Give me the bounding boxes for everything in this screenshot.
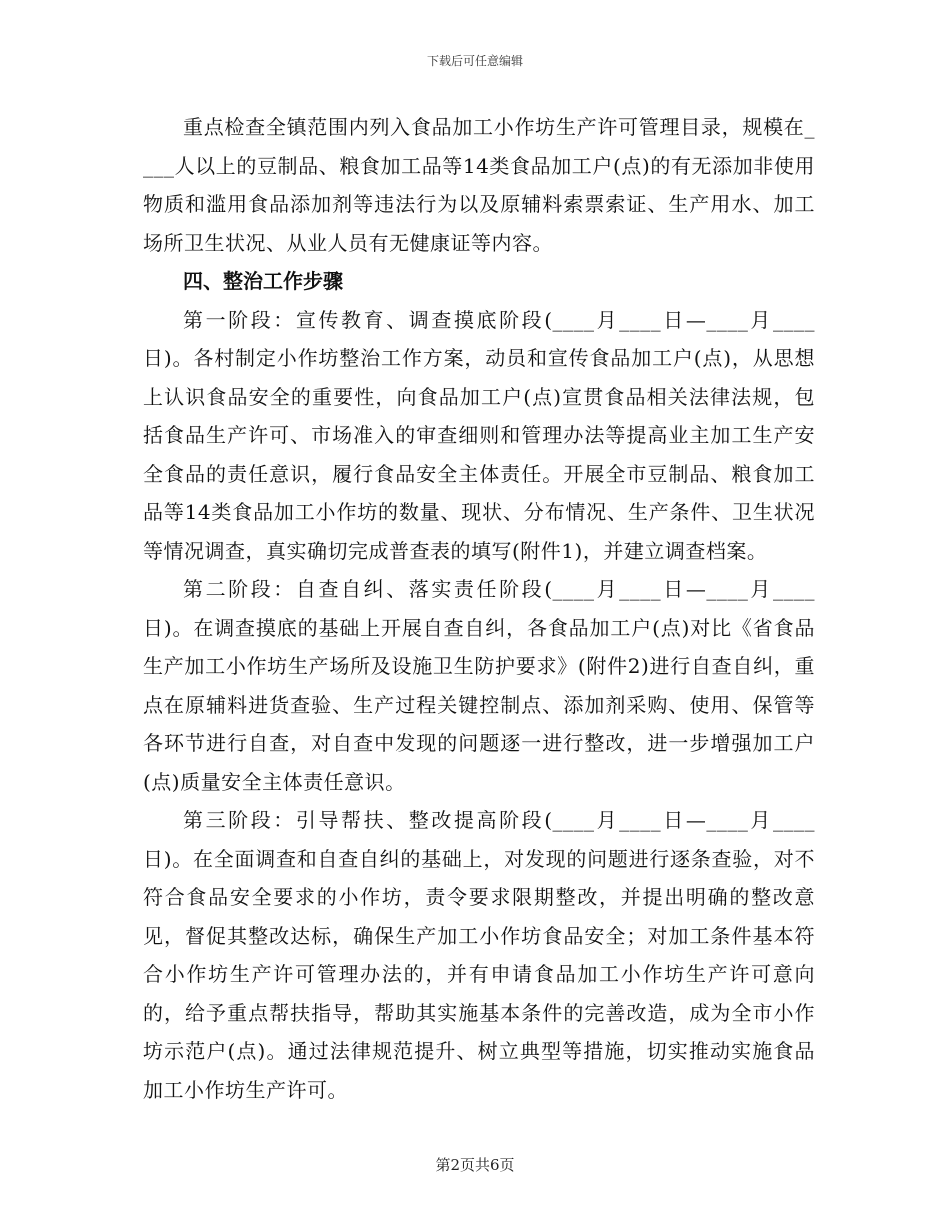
page-header-note: 下载后可任意编辑 [426,54,523,68]
page-number: 第2页共6页 [435,1156,515,1174]
document-body [143,108,815,1109]
paragraph-stage-3: 第三阶段：引导帮扶、整改提高阶段(____月____日—____月____日)。在全面调查和自查自纠的基础上，对发现的问题进行逐条查验，对不符合食品安全要求的小作坊，责令要求限期整改，并提出明确的整改意见，督促其整改达标，确保生产加工小作坊食品安全；对加工条件基本符合小作坊生产许可管理办法的，并有申请食品加工小作坊生产许可意向的，给予重点帮扶指导，帮助其实施基本条件的完善改造，成为全市小作坊示范户(点)。通过法律规范提升、树立典型等措施，切实推动实施食品加工小作坊生产许可。 [143,808,815,1102]
paragraph-stage-2: 第二阶段：自查自纠、落实责任阶段(____月____日—____月____日)。在调查摸底的基础上开展自查自纠，各食品加工户(点)对比《省食品生产加工小作坊生产场所及设施卫生防护要求》(附件2)进行自查自纠，重点在原辅料进货查验、生产过程关键控制点、添加剂采购、使用、保管等各环节进行自查，对自查中发现的问题逐一进行整改，进一步增强加工户(点)质量安全主体责任意识。 [143,577,815,794]
paragraph-stage-1: 第一阶段：宣传教育、调查摸底阶段(____月____日—____月____日)。各村制定小作坊整治工作方案，动员和宣传食品加工户(点)，从思想上认识食品安全的重要性，向食品加工户(点)宣贯食品相关法律法规，包括食品生产许可、市场准入的审查细则和管理办法等提高业主加工生产安全食品的责任意识，履行食品安全主体责任。开展全市豆制品、粮食加工品等14类食品加工小作坊的数量、现状、分布情况、生产条件、卫生状况等情况调查，真实确切完成普查表的填写(附件1)，并建立调查档案。 [143,307,815,563]
section-heading-steps: 四、整治工作步骤 [183,269,343,293]
paragraph-inspection-scope: 重点检查全镇范围内列入食品加工小作坊生产许可管理目录，规模在____人以上的豆制品、粮食加工品等14类食品加工户(点)的有无添加非使用物质和滥用食品添加剂等违法行为以及原辅料索票索证、生产用水、加工场所卫生状况、从业人员有无健康证等内容。 [143,115,815,255]
